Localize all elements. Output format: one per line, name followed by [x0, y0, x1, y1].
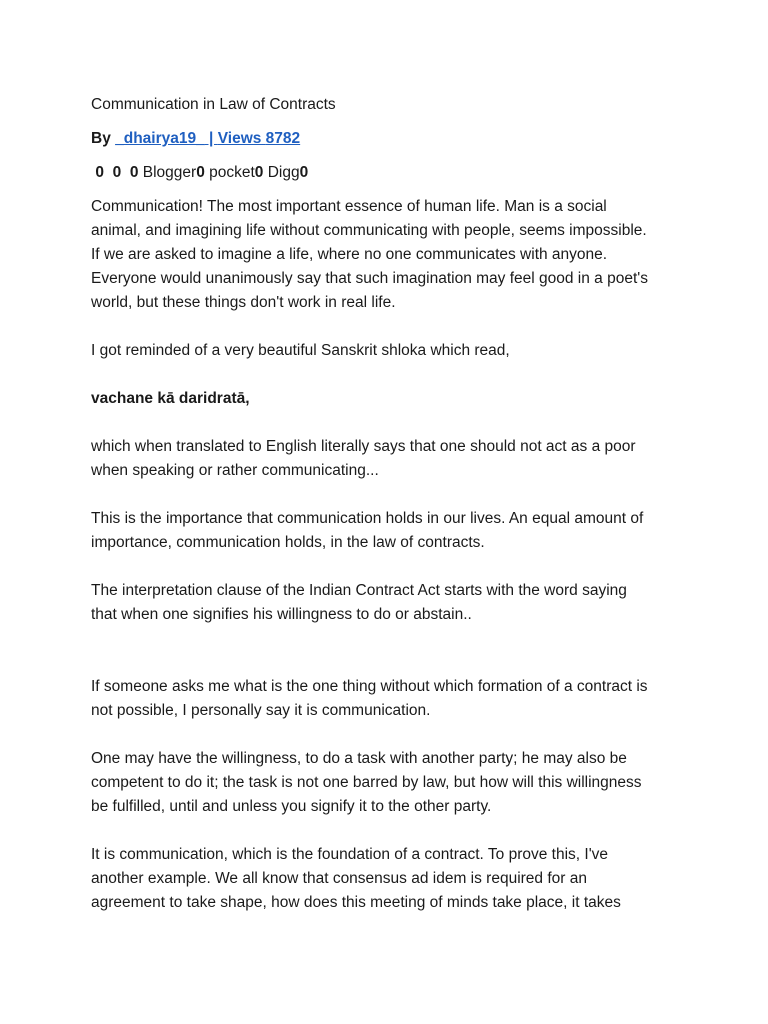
document-page: [91, 93, 691, 939]
paragraph-line: which when translated to English literally says that one should not act as a poor: [91, 438, 636, 455]
paragraph-line: not possible, I personally say it is communication.: [91, 702, 431, 719]
byline-prefix: By: [91, 130, 116, 147]
share-count-3: 0: [129, 164, 139, 181]
pocket-share-link[interactable]: pocket: [209, 164, 255, 181]
paragraph-line: animal, and imagining life without communicating with people, seems impossible.: [91, 222, 647, 239]
paragraph-line: If we are asked to imagine a life, where no one communicates with anyone.: [91, 246, 608, 263]
pocket-count: 0: [254, 164, 264, 181]
paragraph-line: If someone asks me what is the one thing without which formation of a contract is: [91, 678, 648, 695]
digg-count: 0: [299, 164, 309, 181]
paragraph-line: Communication! The most important essence of human life. Man is a social: [91, 198, 607, 215]
views-count: 8782: [265, 130, 301, 147]
paragraph-line: agreement to take shape, how does this meeting of minds take place, it takes: [91, 894, 621, 911]
paragraph-line: that when one signifies his willingness to do or abstain..: [91, 606, 472, 623]
paragraph-line: I got reminded of a very beautiful Sanskrit shloka which read,: [91, 342, 510, 359]
digg-share-link[interactable]: Digg: [267, 164, 300, 181]
paragraph-line: It is communication, which is the foundation of a contract. To prove this, I've: [91, 846, 609, 863]
paragraph-4: [91, 435, 691, 483]
paragraph-line: competent to do it; the task is not one barred by law, but how will this willingness: [91, 774, 642, 791]
shloka-quote: [91, 387, 691, 411]
blogger-count: 0: [196, 164, 205, 181]
blogger-share-link[interactable]: Blogger: [142, 164, 197, 181]
paragraph-9: [91, 843, 691, 915]
paragraph-line: Everyone would unanimously say that such imagination may feel good in a poet's: [91, 270, 648, 287]
author-views-link[interactable]: [115, 130, 300, 147]
paragraph-1: [91, 195, 691, 315]
byline-separator: |: [204, 130, 218, 147]
article-title: Communication in Law of Contracts: [91, 96, 336, 113]
author-name: _dhairya19_: [115, 130, 205, 147]
paragraph-6: [91, 579, 691, 627]
views-label: Views: [217, 130, 266, 147]
paragraph-line: another example. We all know that consensus ad idem is required for an: [91, 870, 587, 887]
share-count-2: 0: [112, 164, 122, 181]
paragraph-line: This is the importance that communication holds in our lives. An equal amount of: [91, 510, 644, 527]
paragraph-line: importance, communication holds, in the law of contracts.: [91, 534, 485, 551]
shloka-line: vachane kā daridratā,: [91, 390, 250, 407]
byline: [91, 127, 691, 151]
share-bar: [91, 161, 691, 185]
paragraph-8: [91, 747, 691, 819]
paragraph-line: world, but these things don't work in real life.: [91, 294, 396, 311]
paragraph-5: [91, 507, 691, 555]
paragraph-line: The interpretation clause of the Indian Contract Act starts with the word saying: [91, 582, 627, 599]
paragraph-7: [91, 675, 691, 723]
share-count-1: 0: [95, 164, 104, 181]
paragraph-line: One may have the willingness, to do a task with another party; he may also be: [91, 750, 627, 767]
paragraph-line: when speaking or rather communicating...: [91, 462, 379, 479]
paragraph-line: be fulfilled, until and unless you signify it to the other party.: [91, 798, 492, 815]
paragraph-2: [91, 339, 691, 363]
